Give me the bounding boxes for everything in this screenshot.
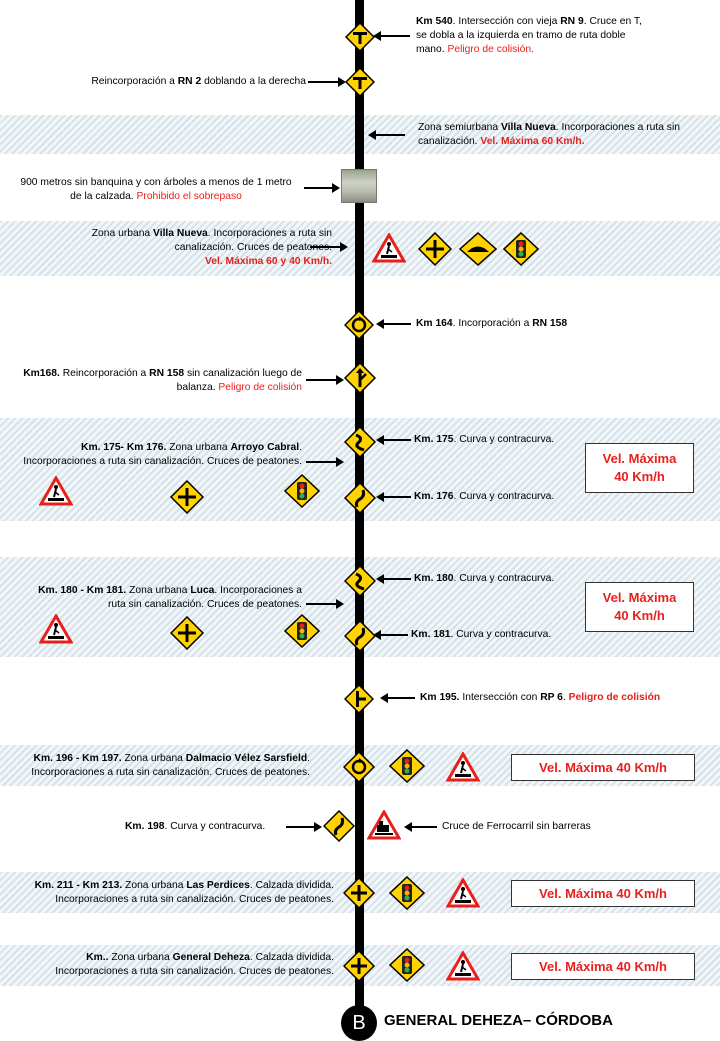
- entry-text-segment: RN 158: [532, 318, 568, 329]
- speed-box-dalmacio: Vel. Máxima 40 Km/h: [511, 754, 695, 781]
- entry-text-segment: doblando a la derecha: [201, 76, 306, 87]
- arrow-left-icon: [376, 317, 412, 331]
- entry-text-segment: Luca: [190, 585, 215, 596]
- entry-text-segment: .: [299, 442, 302, 453]
- arrow-left-icon: [373, 628, 409, 642]
- arrow-left-icon: [368, 128, 406, 142]
- entry-text-segment: . Incorporaciones a ruta sin: [555, 122, 680, 133]
- traffic-light-icon: [284, 474, 320, 508]
- entry-text-segment: Incorporaciones a ruta sin canalización. Cruces de peatones.: [23, 456, 302, 467]
- railroad-crossing-icon: [367, 810, 401, 840]
- arrow-right-icon: [310, 240, 348, 254]
- entry-text-segment: . Cruce en T,: [583, 16, 642, 27]
- entry-km180: [414, 572, 554, 586]
- entry-text-segment: . Calzada dividida.: [249, 880, 334, 891]
- entry-text-segment: Km. 175: [414, 434, 454, 445]
- crossroads-icon: [170, 616, 204, 650]
- entry-text-segment: . Incorporaciones a ruta sin: [207, 228, 332, 239]
- traffic-light-icon: [389, 749, 425, 783]
- entry-text-segment: Km. 196 - Km 197.: [33, 753, 122, 764]
- arrow-left-icon: [373, 29, 411, 43]
- entry-text-segment: Zona urbana: [166, 442, 231, 453]
- entry-text-segment: . Incorporaciones a: [214, 585, 302, 596]
- entry-text-segment: .: [562, 692, 569, 703]
- arrow-right-icon: [304, 181, 340, 195]
- entry-text-segment: Km 540: [416, 16, 453, 27]
- entry-km181: [411, 628, 551, 642]
- entry-text-segment: RN 2: [177, 76, 202, 87]
- entry-text-segment: Km. 211 - Km 213.: [34, 880, 123, 891]
- entry-text-segment: Zona urbana: [122, 880, 187, 891]
- end-marker-b: B: [341, 1005, 377, 1041]
- curve-icon: [323, 810, 355, 842]
- arrow-left-icon: [376, 572, 412, 586]
- pedestrian-crossing-icon: [39, 614, 73, 644]
- arrow-right-icon: [306, 597, 344, 611]
- entry-text-segment: Km. 175- Km 176.: [81, 442, 167, 453]
- roundabout-icon: [344, 310, 374, 340]
- entry-villa-nueva-urb: [92, 227, 332, 269]
- entry-text-segment: General Deheza: [172, 952, 250, 963]
- road-photo: [341, 169, 377, 203]
- entry-text-segment: . Curva y contracurva.: [164, 821, 266, 832]
- entry-text-segment: Peligro de colisión: [568, 692, 661, 703]
- entry-text-segment: Zona urbana: [108, 952, 173, 963]
- entry-text-segment: . Curva y contracurva.: [453, 491, 555, 502]
- entry-km540: [416, 15, 642, 57]
- entry-text-segment: RN 9: [560, 16, 584, 27]
- curve-icon: [344, 426, 376, 458]
- pedestrian-crossing-icon: [446, 752, 480, 782]
- traffic-light-icon: [503, 232, 539, 266]
- speed-box-deheza: Vel. Máxima 40 Km/h: [511, 953, 695, 980]
- arrow-left-icon: [376, 433, 412, 447]
- arrow-right-icon: [286, 820, 322, 834]
- crossroads-icon: [418, 232, 452, 266]
- entry-text-segment: Las Perdices: [186, 880, 250, 891]
- arrow-left-icon: [404, 820, 438, 834]
- entry-km168: [23, 367, 302, 395]
- traffic-light-icon: [284, 614, 320, 648]
- entry-text-segment: Zona urbana: [121, 753, 186, 764]
- entry-text-segment: Dalmacio Vélez Sarsfield: [185, 753, 308, 764]
- entry-text-segment: . Intersección con vieja: [452, 16, 561, 27]
- entry-text-segment: canalización.: [418, 136, 481, 147]
- entry-text-segment: Km. 180 - Km 181.: [38, 585, 127, 596]
- entry-text-segment: Arroyo Cabral: [230, 442, 300, 453]
- entry-text-segment: . Incorporación a: [452, 318, 533, 329]
- entry-luca: [38, 584, 302, 612]
- entry-text-segment: Km. 181: [411, 629, 451, 640]
- entry-dalmacio: [31, 752, 310, 780]
- entry-text-segment: Km168.: [23, 368, 60, 379]
- entry-text-segment: Km. 198: [125, 821, 165, 832]
- traffic-light-icon: [389, 948, 425, 982]
- entry-text-segment: Prohibido el sobrepaso: [136, 191, 242, 202]
- entry-text-segment: . Curva y contracurva.: [450, 629, 552, 640]
- entry-text-segment: Vel. Máxima 60 y 40 Km/h.: [204, 256, 332, 267]
- entry-banquina: [6, 176, 306, 204]
- merge-icon: [344, 362, 376, 394]
- crossroads-icon: [343, 950, 375, 982]
- entry-km175: [414, 433, 554, 447]
- entry-text-segment: . Calzada dividida.: [249, 952, 334, 963]
- entry-text-segment: se dobla a la izquierda en tramo de ruta doble: [416, 30, 626, 41]
- arrow-left-icon: [380, 691, 416, 705]
- curve-icon: [344, 482, 376, 514]
- entry-text-segment: Villa Nueva: [501, 122, 556, 133]
- entry-text-segment: ruta sin canalización. Cruces de peatones.: [107, 599, 302, 610]
- t-intersection-icon: [345, 67, 375, 97]
- entry-text-segment: .: [307, 753, 310, 764]
- side-intersection-icon: [344, 684, 374, 714]
- entry-text-segment: Villa Nueva: [153, 228, 208, 239]
- speed-box-arroyo: Vel. Máxima 40 Km/h: [585, 443, 694, 493]
- pedestrian-crossing-icon: [446, 951, 480, 981]
- crossroads-icon: [343, 877, 375, 909]
- arrow-left-icon: [376, 490, 412, 504]
- arrow-right-icon: [306, 373, 344, 387]
- entry-text-segment: Zona semiurbana: [418, 122, 501, 133]
- entry-text-segment: Km. 176: [414, 491, 454, 502]
- entry-text-segment: Cruce de Ferrocarril sin barreras: [442, 821, 591, 832]
- entry-text-segment: Incorporaciones a ruta sin canalización. Cruces de peatones.: [31, 767, 310, 778]
- entry-text-segment: Intersección con: [459, 692, 541, 703]
- entry-arroyo: [23, 441, 302, 469]
- arrow-right-icon: [308, 75, 346, 89]
- entry-text-segment: 900 metros sin banquina y con árboles a menos de 1 metro: [20, 177, 292, 188]
- curve-icon: [344, 620, 376, 652]
- entry-text-segment: Km 195.: [420, 692, 460, 703]
- entry-text-segment: Km 164: [416, 318, 453, 329]
- speed-bump-icon: [459, 232, 497, 266]
- roundabout-icon: [343, 751, 375, 783]
- pedestrian-crossing-icon: [39, 476, 73, 506]
- speed-box-perdices: Vel. Máxima 40 Km/h: [511, 880, 695, 907]
- entry-text-segment: Reincorporación a: [59, 368, 150, 379]
- entry-text-segment: . Curva y contracurva.: [453, 434, 555, 445]
- entry-text-segment: . Curva y contracurva.: [453, 573, 555, 584]
- entry-text-segment: sin canalización luego de: [184, 368, 302, 379]
- entry-km176: [414, 490, 554, 504]
- entry-villa-nueva-semi: [418, 121, 680, 149]
- entry-text-segment: Km..: [86, 952, 109, 963]
- t-intersection-icon: [345, 22, 375, 52]
- entry-km195: [420, 691, 660, 705]
- entry-deheza: [55, 951, 334, 979]
- entry-text-segment: de la calzada.: [70, 191, 137, 202]
- entry-text-segment: balanza.: [176, 382, 219, 393]
- entry-text-segment: Incorporaciones a ruta sin canalización. Cruces de peatones.: [55, 966, 334, 977]
- entry-text-segment: Vel. Máxima 60 Km/h.: [480, 136, 585, 147]
- entry-text-segment: Zona urbana: [91, 228, 154, 239]
- entry-text-segment: canalización. Cruces de peatones.: [174, 242, 332, 253]
- entry-ferrocarril: [442, 820, 591, 834]
- entry-text-segment: Reincorporación a: [91, 76, 178, 87]
- curve-icon: [344, 565, 376, 597]
- entry-text-segment: Km. 180: [414, 573, 454, 584]
- crossroads-icon: [170, 480, 204, 514]
- entry-text-segment: Peligro de colisión: [218, 382, 302, 393]
- entry-text-segment: RP 6: [540, 692, 563, 703]
- entry-text-segment: mano.: [416, 44, 448, 55]
- entry-perdices: [35, 879, 334, 907]
- pedestrian-crossing-icon: [372, 233, 406, 263]
- entry-text-segment: Zona urbana: [126, 585, 191, 596]
- arrow-right-icon: [306, 455, 344, 469]
- speed-box-luca: Vel. Máxima 40 Km/h: [585, 582, 694, 632]
- entry-km164: [416, 317, 567, 331]
- pedestrian-crossing-icon: [446, 878, 480, 908]
- entry-text-segment: RN 158: [149, 368, 185, 379]
- entry-text-segment: Incorporaciones a ruta sin canalización. Cruces de peatones.: [55, 894, 334, 905]
- entry-km198: [125, 820, 265, 834]
- entry-rn2: [91, 75, 306, 89]
- entry-text-segment: Peligro de colisión.: [447, 44, 534, 55]
- destination-label: GENERAL DEHEZA– CÓRDOBA: [384, 1012, 613, 1029]
- traffic-light-icon: [389, 876, 425, 910]
